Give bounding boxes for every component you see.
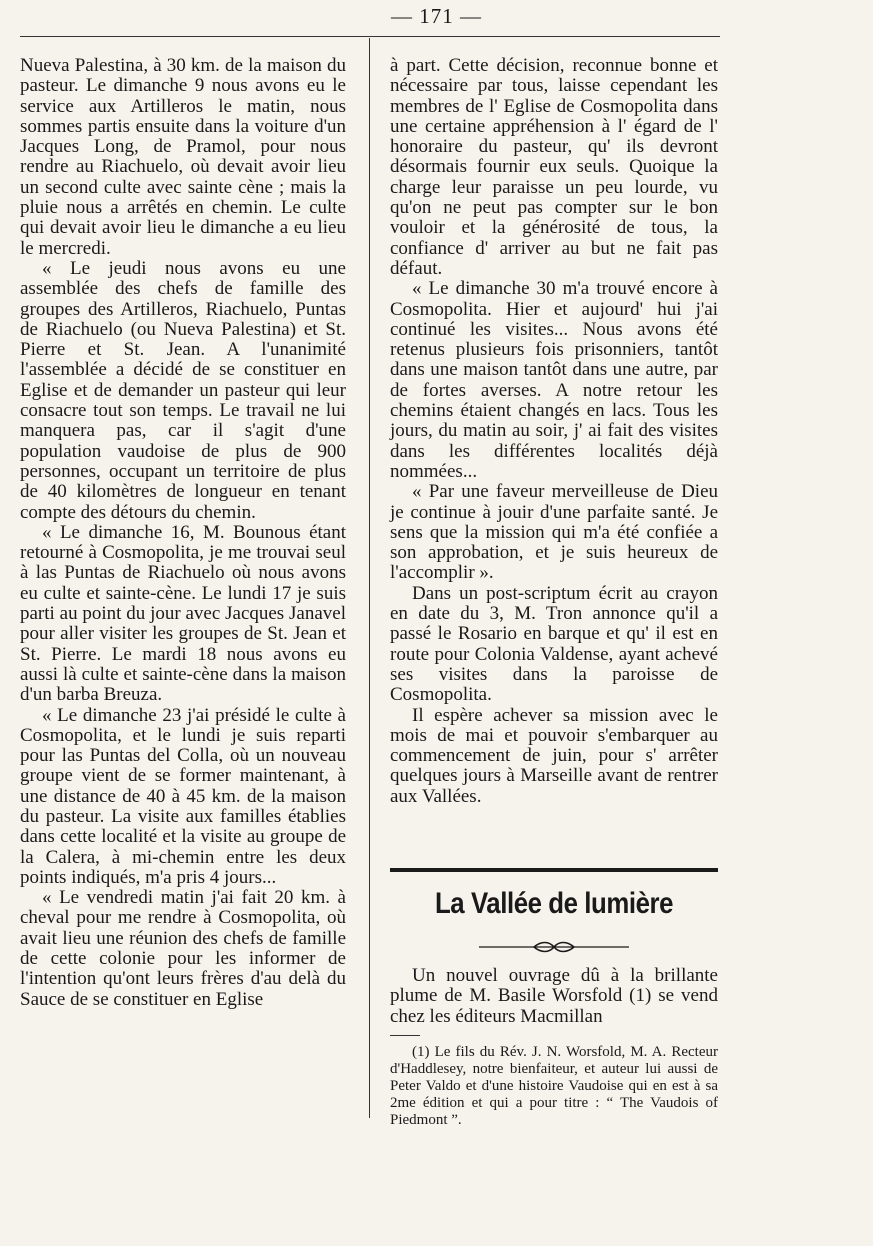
paragraph: Un nouvel ouvrage dû à la brillante plume de M. Basile Worsfold (1) se vend chez les éditeurs Macmillan [390, 965, 718, 1027]
section-body [390, 966, 718, 1027]
paragraph: « Le dimanche 30 m'a trouvé encore à Cosmopolita. Hier et aujourd' hui j'ai continué les visites... Nous avons été retenus plusieurs fois prisonniers, tantôt dans une maison tantôt dans une autre, par de fortes averses. A notre retour les chemins étaient changés en lacs. Tous les jours, du matin au soir, j' ai fait des visites dans les différentes localités déjà nommées... [390, 278, 718, 482]
section-block [390, 868, 718, 1129]
paragraph: Il espère achever sa mission avec le mois de mai et pouvoir s'embarquer au commencement de juin, pour s' arrêter quelques jours à Marseille avant de rentrer aux Vallées. [390, 704, 718, 807]
column-divider [369, 38, 370, 1118]
left-column [20, 56, 346, 1010]
section-title: La Vallée de lumière [434, 887, 674, 920]
paragraph: « Le dimanche 23 j'ai présidé le culte à Cosmopolita, et le lundi je suis reparti pour las Puntas del Colla, où un nouveau groupe vient de se former maintenant, à une distance de 40 à 45 km. de la maison du pasteur. La visite aux familles établies dans cette localité et la visite au groupe de la Calera, à mi-chemin entre les deux points indiqués, m'a pris 4 jours... [20, 704, 346, 888]
paragraph: « Par une faveur merveilleuse de Dieu je continue à jouir d'une parfaite santé. Je sens que la mission qui m'a été confiée a son approbation, et je suis heureux de l'accomplir ». [390, 481, 718, 584]
paragraph: Nueva Palestina, à 30 km. de la maison du pasteur. Le dimanche 9 nous avons eu le service aux Artilleros le matin, nous sommes partis ensuite dans la voiture d'un Jacques Long, de Pramol, pour nous rendre au Riachuelo, où devait avoir lieu un second culte avec sainte cène ; mais la pluie nous a arrêtés en chemin. Le culte qui devait avoir lieu le dimanche a eu lieu le mercredi. [20, 55, 346, 259]
header-rule [20, 36, 720, 37]
right-column [390, 56, 718, 807]
paragraph: « Le jeudi nous avons eu une assemblée des chefs de famille des groupes des Artilleros, Riachuelo, Puntas de Riachuelo (ou Nueva Palestina) et St. Pierre et St. Jean. A l'unanimité l'assemblée a décidé de se constituer en Eglise et de demander un pasteur qui leur consacre tout son temps. Le travail ne lui manquera pas, car il s'agit d'une population vaudoise de plus de 900 personnes, occupant un territoire de plus de 40 kilomètres de longueur en tenant compte des détours du chemin. [20, 257, 346, 523]
page-number: — 171 — [391, 4, 482, 28]
ornament-divider-icon [479, 940, 629, 954]
section-rule [390, 868, 718, 872]
paragraph: à part. Cette décision, reconnue bonne et nécessaire par tous, laisse cependant les membres de l' Eglise de Cosmopolita dans une certaine appréhension à l' égard de l' honoraire du pasteur, qu' ils devront désormais fournir eux seuls. Quoique la charge leur paraisse un peu lourde, vu qu'on ne peut pas compter sur le bon vouloir et la générosité de tous, la confiance d' arriver au but ne fait pas défaut. [390, 55, 718, 279]
footnote: (1) Le fils du Rév. J. N. Worsfold, M. A. Recteur d'Haddlesey, notre bienfaiteur, et auteur lui aussi de Peter Valdo et d'une histoire Vaudoise qui en est à sa 2me édition et qui a pour titre : “ The Vaudois of Piedmont ”. [390, 1043, 718, 1128]
paragraph: « Le vendredi matin j'ai fait 20 km. à cheval pour me rendre à Cosmopolita, où avait lieu une réunion des chefs de famille de cette colonie pour les informer de l'intention qu'ont leurs frères d'au delà du Sauce de se constituer en Eglise [20, 887, 346, 1010]
paragraph: « Le dimanche 16, M. Bounous étant retourné à Cosmopolita, je me trouvai seul à las Puntas de Riachuelo où nous avons eu culte et sainte-cène. Le lundi 17 je suis parti au point du jour avec Jacques Janavel pour aller visiter les groupes de St. Jean et St. Pierre. Le mardi 18 nous avons eu aussi là culte et sainte-cène dans la maison d'un barba Breuza. [20, 521, 346, 706]
paragraph: Dans un post-scriptum écrit au crayon en date du 3, M. Tron annonce qu'il a passé le Rosario en barque et qu' il est en route pour Colonia Valdense, ayant achevé ses visites dans la paroisse de Cosmopolita. [390, 582, 718, 706]
footnote-rule [390, 1035, 420, 1036]
